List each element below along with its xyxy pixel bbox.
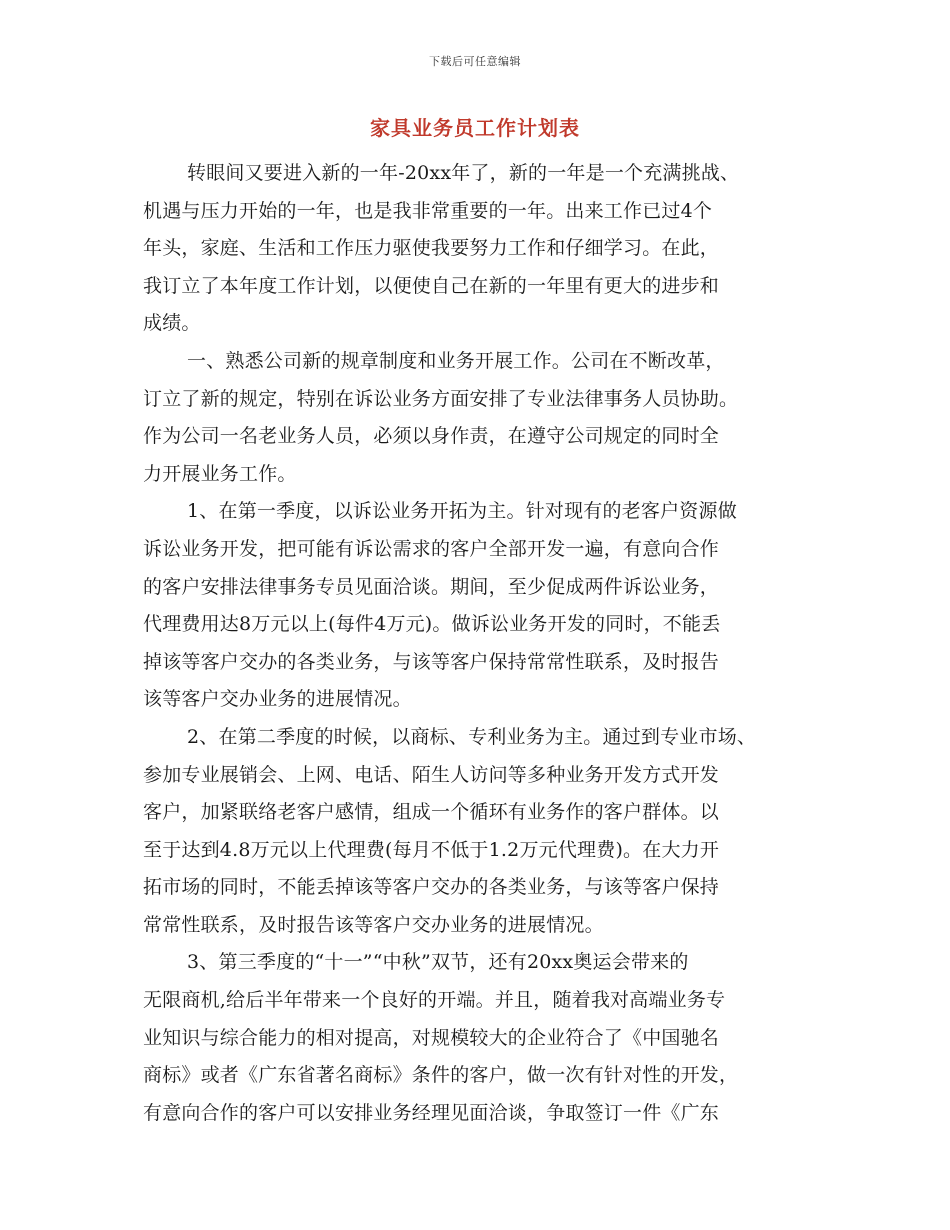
body-text-line: 订立了新的规定，特别在诉讼业务方面安排了专业法律事务人员协助。	[143, 387, 739, 410]
body-text-line: 作为公司一名老业务人员，必须以身作责，在遵守公司规定的同时全	[143, 425, 720, 448]
body-text-line: 至于达到4.8万元以上代理费(每月不低于1.2万元代理费)。在大力开	[143, 838, 720, 861]
body-text-line: 机遇与压力开始的一年，也是我非常重要的一年。出来工作已过4个	[143, 199, 713, 222]
body-text-line: 客户，加紧联络老客户感情，组成一个循环有业务作的客户群体。以	[143, 801, 720, 824]
body-text-line: 诉讼业务开发，把可能有诉讼需求的客户全部开发一遍，有意向合作	[143, 537, 720, 560]
document-title: 家具业务员工作计划表	[370, 116, 580, 140]
body-text-line: 无限商机,给后半年带来一个良好的开端。并且，随着我对高端业务专	[143, 989, 726, 1012]
body-text-line: 转眼间又要进入新的一年-20xx年了，新的一年是一个充满挑战、	[187, 162, 740, 184]
body-text-line: 我订立了本年度工作计划，以便使自己在新的一年里有更大的进步和	[143, 274, 720, 297]
body-text-line: 代理费用达8万元以上(每件4万元)。做诉讼业务开发的同时，不能丢	[143, 613, 721, 636]
body-text-line: 拓市场的同时，不能丢掉该等客户交办的各类业务，与该等客户保持	[143, 876, 720, 899]
body-text-line: 成绩。	[143, 312, 201, 335]
body-text-line: 商标》或者《广东省著名商标》条件的客户，做一次有针对性的开发，	[143, 1064, 739, 1087]
document-body	[143, 155, 815, 1132]
body-text-line: 掉该等客户交办的各类业务，与该等客户保持常常性联系，及时报告	[143, 650, 720, 673]
page-header-note: 下载后可任意编辑	[429, 55, 521, 68]
body-text-line: 该等客户交办业务的进展情况。	[143, 688, 412, 711]
body-text-line: 1、在第一季度，以诉讼业务开拓为主。针对现有的老客户资源做	[187, 500, 737, 523]
body-text-line: 的客户安排法律事务专员见面洽谈。期间，至少促成两件诉讼业务，	[143, 575, 720, 598]
body-text-line: 参加专业展销会、上网、电话、陌生人访问等多种业务开发方式开发	[143, 763, 720, 786]
body-text-line: 一、熟悉公司新的规章制度和业务开展工作。公司在不断改革，	[187, 349, 725, 372]
body-text-line: 年头，家庭、生活和工作压力驱使我要努力工作和仔细学习。在此，	[143, 237, 720, 260]
body-text-line: 业知识与综合能力的相对提高，对规模较大的企业符合了《中国驰名	[143, 1026, 720, 1049]
body-text-line: 常常性联系，及时报告该等客户交办业务的进展情况。	[143, 913, 604, 936]
body-text-line: 有意向合作的客户可以安排业务经理见面洽谈，争取签订一件《广东	[143, 1101, 720, 1124]
body-text-line: 2、在第二季度的时候，以商标、专利业务为主。通过到专业市场、	[187, 725, 757, 748]
body-text-line: 力开展业务工作。	[143, 462, 297, 485]
body-text-line: 3、第三季度的“十一”“中秋”双节，还有20xx奥运会带来的	[187, 951, 689, 974]
